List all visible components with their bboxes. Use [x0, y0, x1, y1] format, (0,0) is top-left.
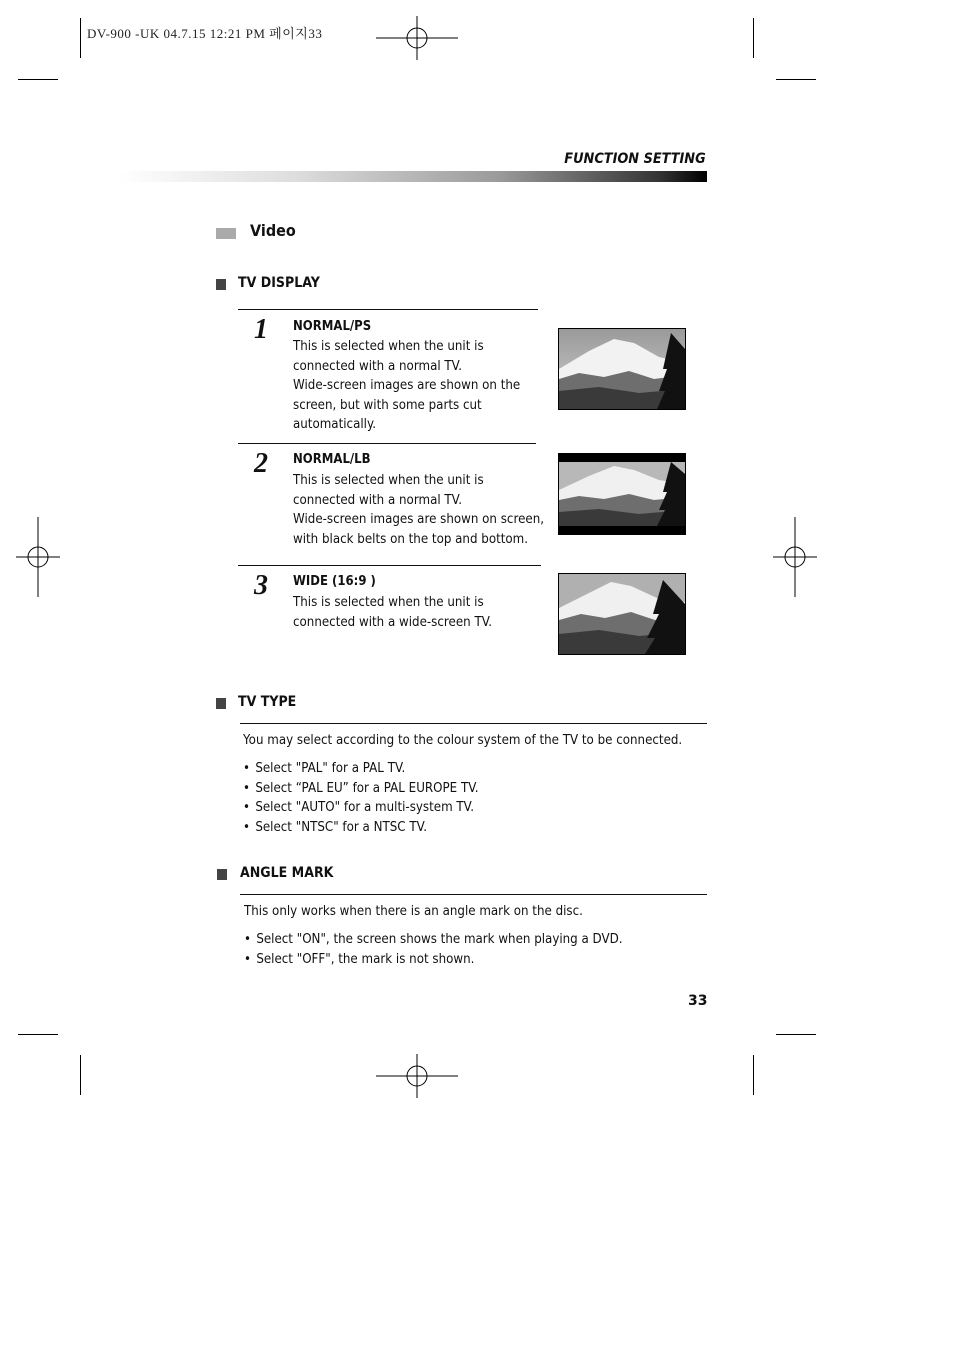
angle-mark-intro: This only works when there is an angle mark on the disc. — [244, 903, 583, 919]
heading-marker — [216, 698, 226, 709]
tv-wide-image — [558, 573, 686, 655]
option-description: This is selected when the unit is connected with a normal TV. Wide-screen images are shown on the screen, but with some parts cut automatically. — [293, 338, 521, 432]
option-number: 2 — [254, 448, 268, 479]
divider — [238, 565, 541, 566]
tv-normal-ps-image — [558, 328, 686, 410]
print-header: DV-900 -UK 04.7.15 12:21 PM 페이지33 — [87, 26, 323, 41]
option-title: NORMAL/PS — [293, 319, 372, 334]
angle-mark-options — [244, 930, 623, 969]
tv-normal-lb-image — [558, 453, 686, 535]
section-marker — [216, 228, 236, 239]
registration-mark-icon — [773, 517, 817, 597]
divider — [238, 309, 538, 310]
registration-mark-icon — [376, 16, 458, 60]
divider — [238, 443, 536, 444]
tv-type-intro: You may select according to the colour system of the TV to be connected. — [243, 732, 683, 748]
list-item: • Select "PAL" for a PAL TV. — [243, 759, 479, 779]
list-item: • Select "AUTO" for a multi-system TV. — [243, 798, 479, 818]
section-title: Video — [250, 221, 296, 240]
option-description: This is selected when the unit is connected with a normal TV. Wide-screen images are shown on screen, with black belts on the top and bottom. — [293, 472, 545, 547]
option-description: This is selected when the unit is connected with a wide-screen TV. — [293, 594, 493, 630]
tv-display-heading: TV DISPLAY — [238, 275, 320, 291]
option-title: NORMAL/LB — [293, 452, 371, 467]
divider — [240, 723, 707, 724]
registration-mark-icon — [376, 1054, 458, 1098]
option-title: WIDE (16:9 ) — [293, 574, 376, 589]
heading-marker — [216, 279, 226, 290]
header-gradient-bar — [120, 171, 707, 182]
list-item: • Select "ON", the screen shows the mark when playing a DVD. — [244, 930, 623, 950]
list-item: • Select "NTSC" for a NTSC TV. — [243, 818, 479, 838]
heading-marker — [217, 869, 227, 880]
angle-mark-heading: ANGLE MARK — [240, 865, 334, 881]
divider — [240, 894, 707, 895]
option-number: 3 — [254, 570, 268, 601]
tv-type-heading: TV TYPE — [238, 694, 297, 710]
tv-type-options — [243, 759, 479, 837]
page-number: 33 — [688, 993, 708, 1009]
running-header: FUNCTION SETTING — [564, 151, 706, 167]
option-number: 1 — [254, 314, 268, 345]
list-item: • Select "OFF", the mark is not shown. — [244, 950, 623, 970]
registration-mark-icon — [16, 517, 60, 597]
list-item: • Select “PAL EU” for a PAL EUROPE TV. — [243, 779, 479, 799]
